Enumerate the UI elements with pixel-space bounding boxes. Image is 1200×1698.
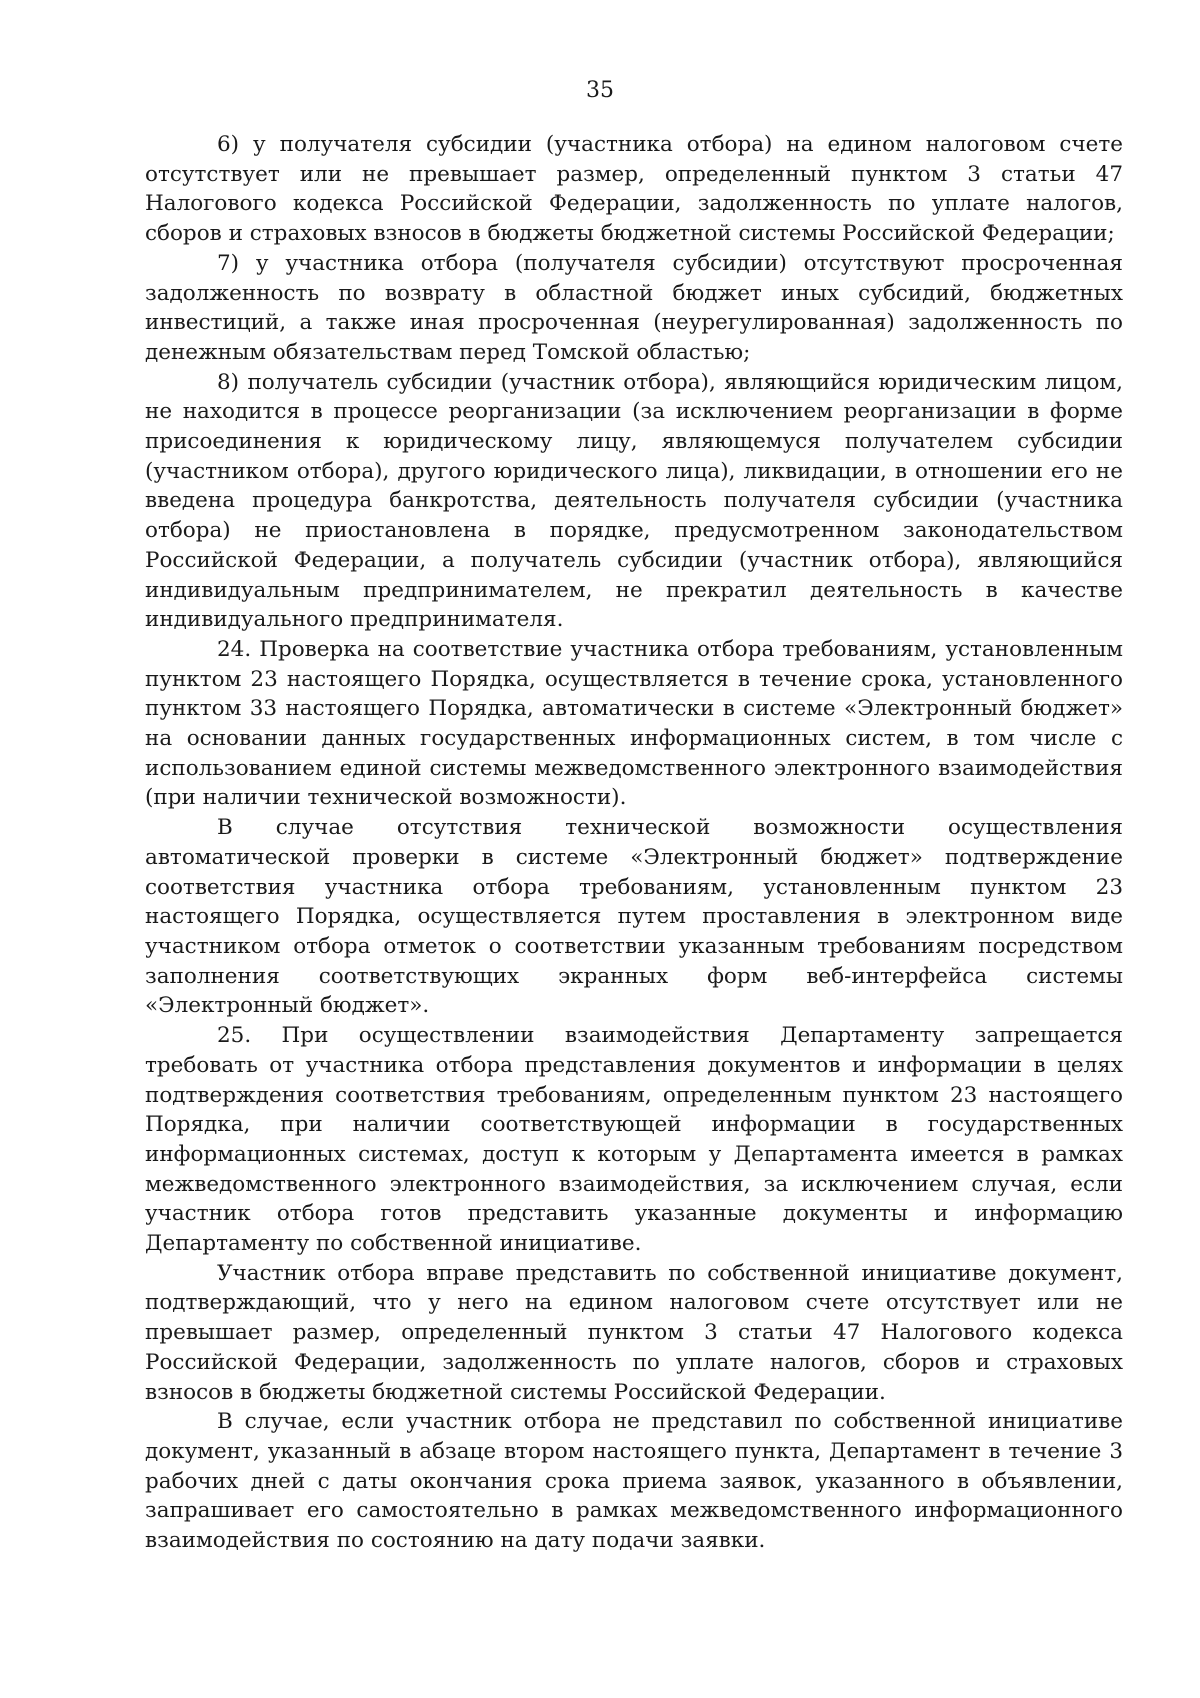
paragraph-item-6: 6) у получателя субсидии (участника отбора) на едином налоговом счете отсутствует или не превышает размер, определенный пунктом 3 статьи 47 Налогового кодекса Российской Федерации, задолженность по уплате налогов, сборов и страховых взносов в бюджеты бюджетной системы Российской Федерации;: [145, 132, 1123, 247]
paragraph-item-7: 7) у участника отбора (получателя субсидии) отсутствуют просроченная задолженность по возврату в областной бюджет иных субсидий, бюджетных инвестиций, а также иная просроченная (неурегулированная) задолженность по денежным обязательствам перед Томской областью;: [145, 250, 1123, 365]
paragraph-clause-24: 24. Проверка на соответствие участника отбора требованиям, установленным пунктом 23 настоящего Порядка, осуществляется в течение срока, установленного пунктом 33 настоящего Порядка, автоматически в системе «Электронный бюджет» на основании данных государственных информационных систем, в том числе с использованием единой системы межведомственного электронного взаимодействия (при наличии технической возможности).: [145, 636, 1123, 811]
paragraph-clause-25-own-initiative: Участник отбора вправе представить по собственной инициативе документ, подтверждающий, что у него на едином налоговом счете отсутствует или не превышает размер, определенный пунктом 3 статьи 47 Налогового кодекса Российской Федерации, задолженность по уплате налогов, сборов и страховых взносов в бюджеты бюджетной системы Российской Федерации.: [145, 1260, 1123, 1405]
paragraph-clause-25: 25. При осуществлении взаимодействия Департаменту запрещается требовать от участника отбора представления документов и информации в целях подтверждения соответствия требованиям, определенным пунктом 23 настоящего Порядка, при наличии соответствующей информации в государственных информационных системах, доступ к которым у Департамента имеется в рамках межведомственного электронного взаимодействия, за исключением случая, если участник отбора готов представить указанные документы и информацию Департаменту по собственной инициативе.: [145, 1023, 1123, 1257]
document-body: [145, 130, 1123, 1556]
paragraph-clause-25-request: В случае, если участник отбора не представил по собственной инициативе документ, указанный в абзаце втором настоящего пункта, Департамент в течение 3 рабочих дней с даты окончания срока приема заявок, указанного в объявлении, запрашивает его самостоятельно в рамках межведомственного информационного взаимодействия по состоянию на дату подачи заявки.: [145, 1409, 1123, 1554]
paragraph-item-8: 8) получатель субсидии (участник отбора), являющийся юридическим лицом, не находится в процессе реорганизации (за исключением реорганизации в форме присоединения к юридическому лицу, являющемуся получателем субсидии (участником отбора), другого юридического лица), ликвидации, в отношении его не введена процедура банкротства, деятельность получателя субсидии (участника отбора) не приостановлена в порядке, предусмотренном законодательством Российской Федерации, а получатель субсидии (участник отбора), являющийся индивидуальным предпринимателем, не прекратил деятельность в качестве индивидуального предпринимателя.: [145, 369, 1123, 633]
page-number: 35: [586, 78, 614, 103]
paragraph-clause-24-manual-check: В случае отсутствия технической возможности осуществления автоматической проверки в системе «Электронный бюджет» подтверждение соответствия участника отбора требованиям, установленным пунктом 23 настоящего Порядка, осуществляется путем проставления в электронном виде участником отбора отметок о соответствии указанным требованиям посредством заполнения соответствующих экранных форм веб-интерфейса системы «Электронный бюджет».: [145, 815, 1123, 1019]
